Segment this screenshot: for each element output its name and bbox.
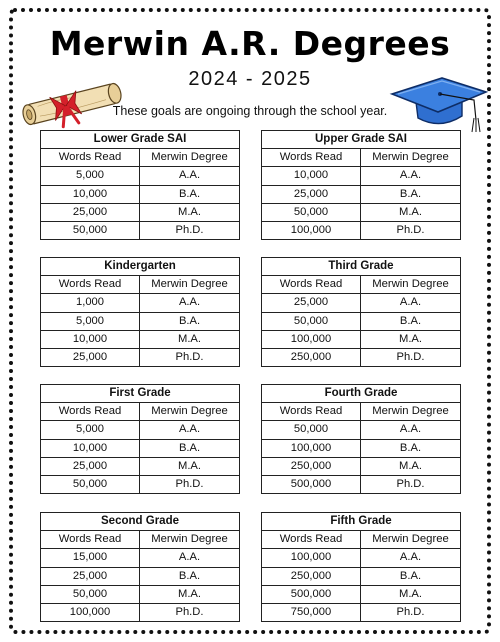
table-row xyxy=(262,185,461,203)
table-row xyxy=(262,203,461,221)
table-row xyxy=(41,585,240,603)
degree-table xyxy=(261,384,461,494)
table-row xyxy=(41,167,240,185)
table-row xyxy=(262,476,461,494)
table-title: Third Grade xyxy=(262,258,461,276)
column-header-words-read: Words Read xyxy=(262,149,361,167)
column-header-merwin-degree: Merwin Degree xyxy=(361,531,461,549)
column-header-merwin-degree: Merwin Degree xyxy=(140,276,240,294)
words-read-cell: 100,000 xyxy=(262,549,361,567)
column-header-words-read: Words Read xyxy=(262,276,361,294)
table-row xyxy=(41,330,240,348)
table-row xyxy=(41,604,240,622)
table-title: Upper Grade SAI xyxy=(262,131,461,149)
degree-table xyxy=(40,257,240,367)
words-read-cell: 15,000 xyxy=(41,549,140,567)
degree-cell: B.A. xyxy=(140,567,240,585)
degree-cell: A.A. xyxy=(361,421,461,439)
goals-note: These goals are ongoing through the school year. xyxy=(112,104,388,118)
words-read-cell: 25,000 xyxy=(41,203,140,221)
table-row xyxy=(262,330,461,348)
table-row xyxy=(262,312,461,330)
degree-cell: M.A. xyxy=(361,330,461,348)
words-read-cell: 750,000 xyxy=(262,604,361,622)
degree-cell: M.A. xyxy=(361,457,461,475)
table-row xyxy=(41,457,240,475)
table-row xyxy=(41,567,240,585)
degree-cell: Ph.D. xyxy=(361,349,461,367)
table-row xyxy=(41,476,240,494)
words-read-cell: 50,000 xyxy=(41,476,140,494)
words-read-cell: 50,000 xyxy=(262,312,361,330)
diploma-scroll-icon xyxy=(16,78,128,130)
degree-cell: M.A. xyxy=(361,585,461,603)
degree-table xyxy=(40,512,240,622)
degree-cell: A.A. xyxy=(140,167,240,185)
column-header-words-read: Words Read xyxy=(41,276,140,294)
words-read-cell: 10,000 xyxy=(262,167,361,185)
words-read-cell: 100,000 xyxy=(41,604,140,622)
table-row xyxy=(262,439,461,457)
degree-cell: B.A. xyxy=(140,185,240,203)
degree-cell: Ph.D. xyxy=(140,604,240,622)
degree-table xyxy=(261,257,461,367)
column-header-words-read: Words Read xyxy=(262,403,361,421)
table-row xyxy=(262,585,461,603)
table-row xyxy=(262,421,461,439)
table-row xyxy=(41,349,240,367)
table-row xyxy=(262,457,461,475)
degree-cell: B.A. xyxy=(361,185,461,203)
degree-cell: A.A. xyxy=(361,549,461,567)
words-read-cell: 100,000 xyxy=(262,222,361,240)
degree-cell: Ph.D. xyxy=(361,222,461,240)
words-read-cell: 25,000 xyxy=(262,294,361,312)
column-header-merwin-degree: Merwin Degree xyxy=(140,149,240,167)
degree-cell: Ph.D. xyxy=(140,349,240,367)
column-header-words-read: Words Read xyxy=(262,531,361,549)
page-title: Merwin A.R. Degrees xyxy=(49,24,451,63)
words-read-cell: 50,000 xyxy=(41,585,140,603)
words-read-cell: 5,000 xyxy=(41,312,140,330)
words-read-cell: 10,000 xyxy=(41,185,140,203)
table-row xyxy=(41,549,240,567)
column-header-words-read: Words Read xyxy=(41,531,140,549)
words-read-cell: 500,000 xyxy=(262,476,361,494)
words-read-cell: 50,000 xyxy=(262,203,361,221)
degree-table xyxy=(40,384,240,494)
degree-cell: Ph.D. xyxy=(361,604,461,622)
words-read-cell: 50,000 xyxy=(262,421,361,439)
degree-table xyxy=(261,130,461,240)
degree-cell: A.A. xyxy=(140,549,240,567)
table-row xyxy=(41,203,240,221)
degree-cell: B.A. xyxy=(361,312,461,330)
degree-cell: A.A. xyxy=(140,294,240,312)
table-title: Lower Grade SAI xyxy=(41,131,240,149)
degree-cell: B.A. xyxy=(140,312,240,330)
column-header-merwin-degree: Merwin Degree xyxy=(361,149,461,167)
words-read-cell: 100,000 xyxy=(262,330,361,348)
column-header-words-read: Words Read xyxy=(41,403,140,421)
words-read-cell: 250,000 xyxy=(262,457,361,475)
degree-cell: A.A. xyxy=(361,167,461,185)
degree-cell: A.A. xyxy=(361,294,461,312)
words-read-cell: 1,000 xyxy=(41,294,140,312)
table-row xyxy=(262,222,461,240)
words-read-cell: 10,000 xyxy=(41,439,140,457)
column-header-merwin-degree: Merwin Degree xyxy=(140,531,240,549)
words-read-cell: 50,000 xyxy=(41,222,140,240)
degree-cell: M.A. xyxy=(361,203,461,221)
words-read-cell: 5,000 xyxy=(41,421,140,439)
table-row xyxy=(41,185,240,203)
words-read-cell: 5,000 xyxy=(41,167,140,185)
degree-cell: Ph.D. xyxy=(140,476,240,494)
degree-cell: B.A. xyxy=(140,439,240,457)
table-title: Second Grade xyxy=(41,513,240,531)
degree-cell: M.A. xyxy=(140,330,240,348)
table-title: First Grade xyxy=(41,385,240,403)
degree-cell: M.A. xyxy=(140,457,240,475)
words-read-cell: 100,000 xyxy=(262,439,361,457)
words-read-cell: 250,000 xyxy=(262,567,361,585)
table-row xyxy=(41,222,240,240)
degree-table xyxy=(261,512,461,622)
table-row xyxy=(262,567,461,585)
column-header-words-read: Words Read xyxy=(41,149,140,167)
words-read-cell: 500,000 xyxy=(262,585,361,603)
degree-cell: Ph.D. xyxy=(140,222,240,240)
degree-cell: Ph.D. xyxy=(361,476,461,494)
table-title: Fifth Grade xyxy=(262,513,461,531)
words-read-cell: 25,000 xyxy=(41,457,140,475)
school-year: 2024 - 2025 xyxy=(188,68,312,90)
table-row xyxy=(41,294,240,312)
table-row xyxy=(262,549,461,567)
table-row xyxy=(41,439,240,457)
table-row xyxy=(41,312,240,330)
table-row xyxy=(262,167,461,185)
words-read-cell: 250,000 xyxy=(262,349,361,367)
words-read-cell: 10,000 xyxy=(41,330,140,348)
words-read-cell: 25,000 xyxy=(41,349,140,367)
degree-cell: A.A. xyxy=(140,421,240,439)
column-header-merwin-degree: Merwin Degree xyxy=(361,276,461,294)
words-read-cell: 25,000 xyxy=(262,185,361,203)
table-row xyxy=(41,421,240,439)
degree-cell: B.A. xyxy=(361,567,461,585)
table-title: Fourth Grade xyxy=(262,385,461,403)
graduation-cap-icon xyxy=(388,72,488,134)
column-header-merwin-degree: Merwin Degree xyxy=(140,403,240,421)
column-header-merwin-degree: Merwin Degree xyxy=(361,403,461,421)
words-read-cell: 25,000 xyxy=(41,567,140,585)
degree-cell: B.A. xyxy=(361,439,461,457)
table-row xyxy=(262,349,461,367)
table-title: Kindergarten xyxy=(41,258,240,276)
table-row xyxy=(262,294,461,312)
table-row xyxy=(262,604,461,622)
degree-table xyxy=(40,130,240,240)
degree-cell: M.A. xyxy=(140,203,240,221)
degree-cell: M.A. xyxy=(140,585,240,603)
